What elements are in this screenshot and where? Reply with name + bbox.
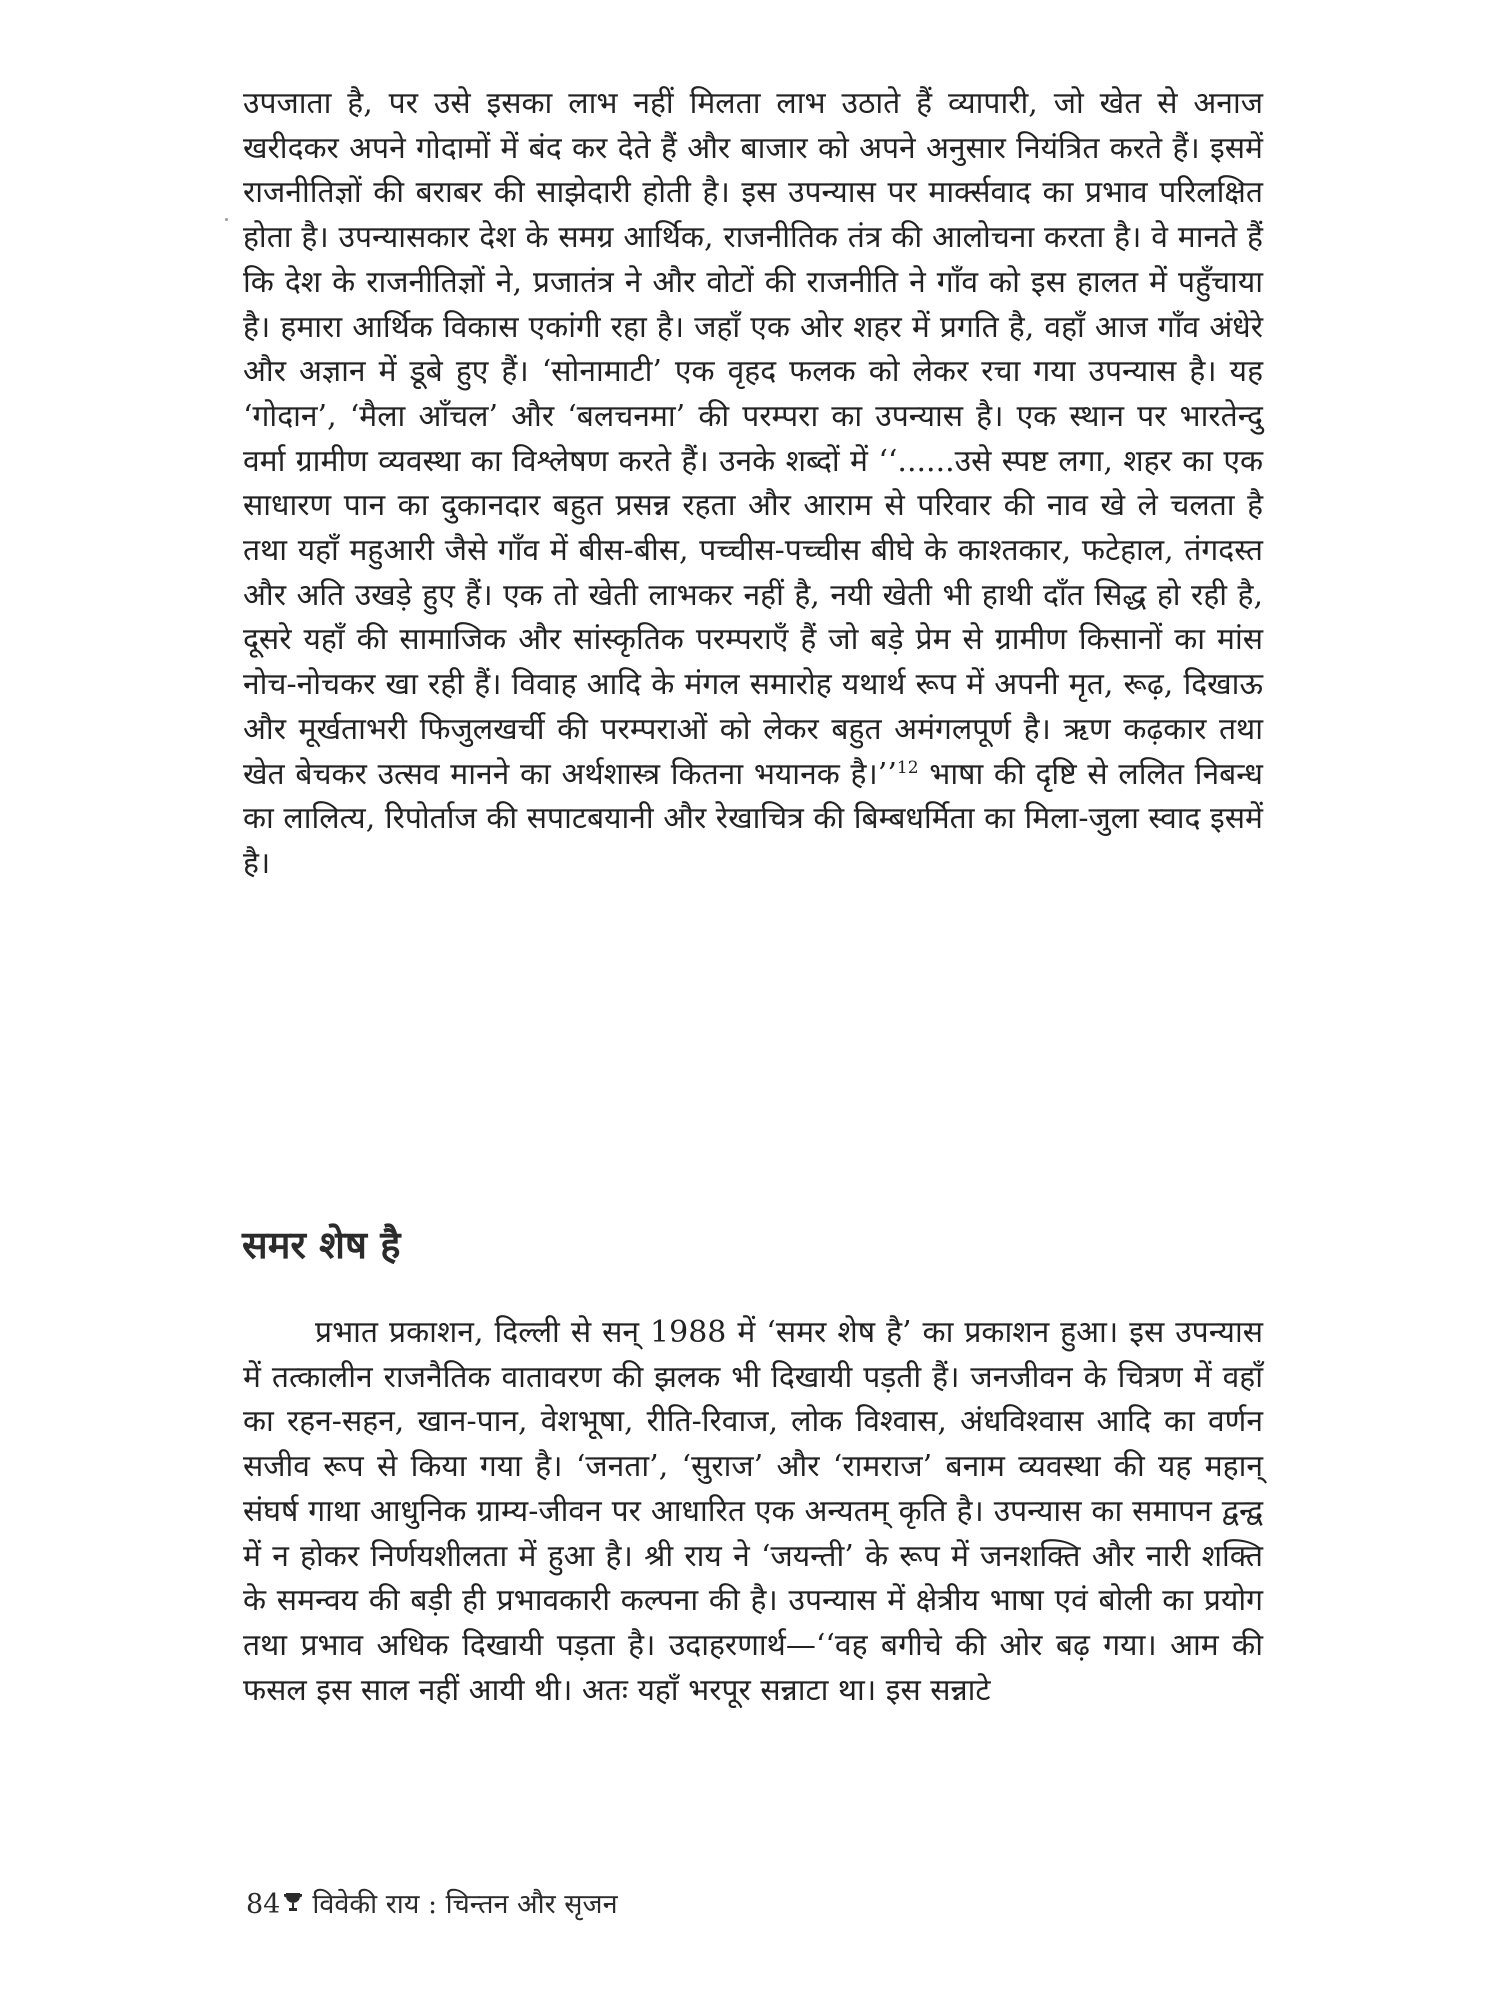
body-paragraph-1	[243, 82, 1263, 887]
footnote-reference: 12	[896, 757, 919, 778]
paragraph-1-text: उपजाता है, पर उसे इसका लाभ नहीं मिलता लाभ उठाते हैं व्यापारी, जो खेत से अनाज खरीदकर अपने गोदामों में बंद कर देते हैं और बाजार को अपने अनुसार नियंत्रित करते हैं। इसमें राजनीतिज्ञों की बराबर की साझेदारी होती है। इस उपन्यास पर मार्क्सवाद का प्रभाव परिलक्षित होता है। उपन्यासकार देश के समग्र आर्थिक, राजनीतिक तंत्र की आलोचना करता है। वे मानते हैं कि देश के राजनीतिज्ञों ने, प्रजातंत्र ने और वोटों की राजनीति ने गाँव को इस हालत में पहुँचाया है। हमारा आर्थिक विकास एकांगी रहा है। जहाँ एक ओर शहर में प्रगति है, वहाँ आज गाँव अंधेरे और अज्ञान में डूबे हुए हैं। ‘सोनामाटी’ एक वृहद फलक को लेकर रचा गया उपन्यास है। यह ‘गोदान’, ‘मैला आँचल’ और ‘बलचनमा’ की परम्परा का उपन्यास है। एक स्थान पर भारतेन्दु वर्मा ग्रामीण व्यवस्था का विश्लेषण करते हैं। उनके शब्दों में ‘‘......उसे स्पष्ट लगा, शहर का एक साधारण पान का दुकानदार बहुत प्रसन्न रहता और आराम से परिवार की नाव खे ले चलता है तथा यहाँ महुआरी जैसे गाँव में बीस-बीस, पच्चीस-पच्चीस बीघे के काश्तकार, फटेहाल, तंगदस्त और अति उखड़े हुए हैं। एक तो खेती लाभकर नहीं है, नयी खेती भी हाथी दाँत सिद्ध हो रही है, दूसरे यहाँ की सामाजिक और सांस्कृतिक परम्पराएँ हैं जो बड़े प्रेम से ग्रामीण किसानों का मांस नोच-नोचकर खा रही हैं। विवाह आदि के मंगल समारोह यथार्थ रूप में अपनी मृत, रूढ़, दिखाऊ और मूर्खताभरी फिजुलखर्ची की परम्पराओं को लेकर बहुत अमंगलपूर्ण है। ऋण कढ़कार तथा खेत बेचकर उत्सव मानने का अर्थशास्त्र कितना भयानक है।’’	[243, 86, 1263, 792]
page-footer	[246, 1884, 618, 1921]
paragraph-1-text-continued: भाषा की दृष्टि से ललित निबन्ध का लालित्य, रिपोर्ताज की सपाटबयानी और रेखाचित्र की बिम्बधर्मिता का मिला-जुला स्वाद इसमें है।	[243, 756, 1263, 881]
page-number: 84	[246, 1889, 281, 1920]
trophy-ornament-icon	[284, 1889, 302, 1920]
stray-print-dot	[225, 218, 228, 221]
section-heading: समर शेष है	[242, 1222, 401, 1267]
book-title: विवेकी राय : चिन्तन और सृजन	[312, 1889, 618, 1920]
body-paragraph-2: प्रभात प्रकाशन, दिल्ली से सन् 1988 में ‘समर शेष है’ का प्रकाशन हुआ। इस उपन्यास में तत्कालीन राजनैतिक वातावरण की झलक भी दिखायी पड़ती हैं। जनजीवन के चित्रण में वहाँ का रहन-सहन, खान-पान, वेशभूषा, रीति-रिवाज, लोक विश्वास, अंधविश्वास आदि का वर्णन सजीव रूप से किया गया है। ‘जनता’, ‘सुराज’ और ‘रामराज’ बनाम व्यवस्था की यह महान् संघर्ष गाथा आधुनिक ग्राम्य-जीवन पर आधारित एक अन्यतम् कृति है। उपन्यास का समापन द्वन्द्व में न होकर निर्णयशीलता में हुआ है। श्री राय ने ‘जयन्ती’ के रूप में जनशक्ति और नारी शक्ति के समन्वय की बड़ी ही प्रभावकारी कल्पना की है। उपन्यास में क्षेत्रीय भाषा एवं बोली का प्रयोग तथा प्रभाव अधिक दिखायी पड़ता है। उदाहरणार्थ—‘‘वह बगीचे की ओर बढ़ गया। आम की फसल इस साल नहीं आयी थी। अतः यहाँ भरपूर सन्नाटा था। इस सन्नाटे	[243, 1315, 1263, 1708]
